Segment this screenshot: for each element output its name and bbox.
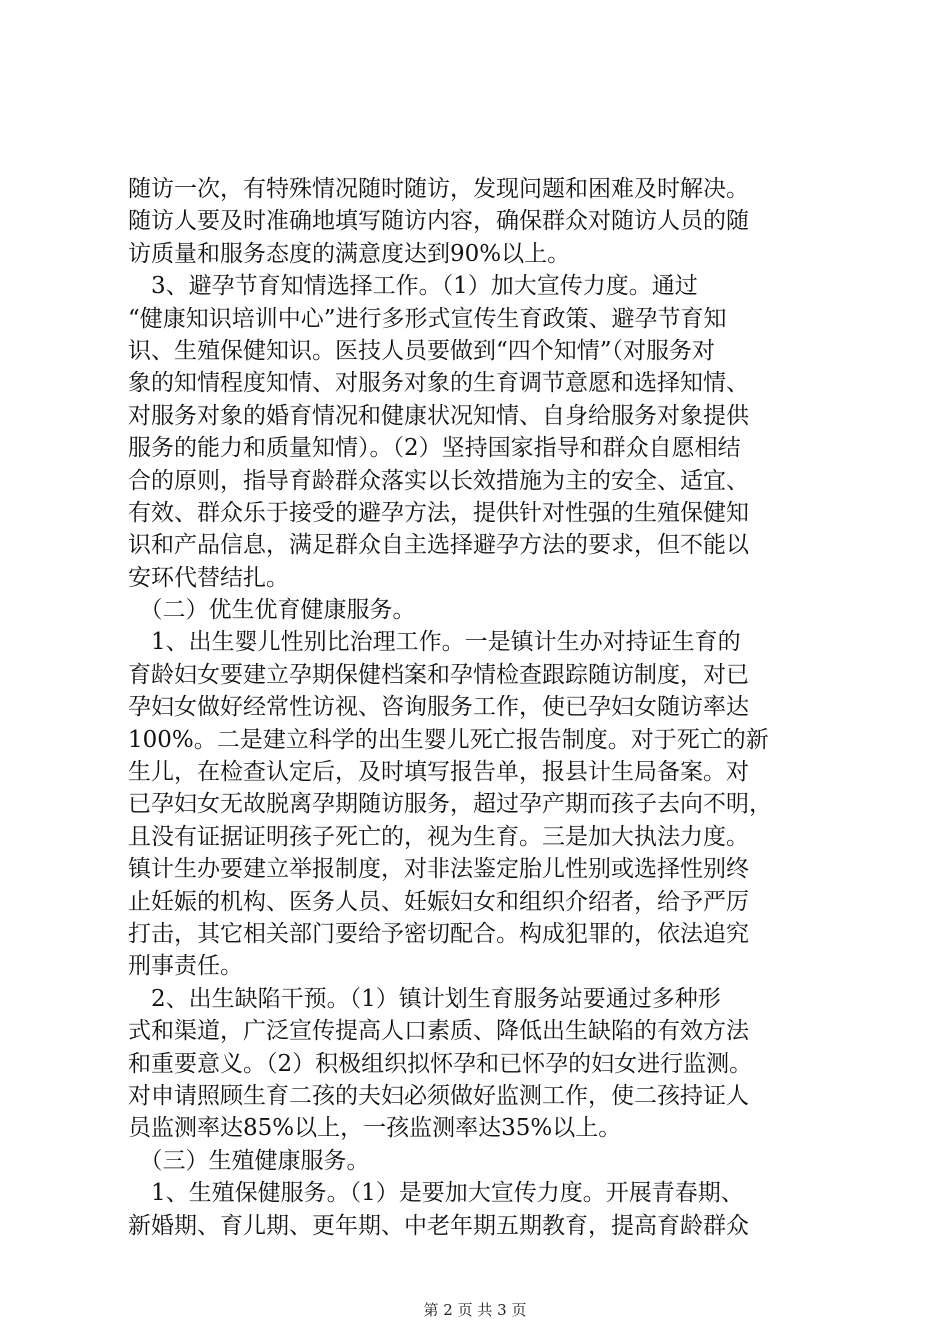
text-line: 服务的能力和质量知情）。（2）坚持国家指导和群众自愿相结 (128, 435, 741, 462)
text-line: 新婚期、育儿期、更年期、中老年期五期教育，提高育龄群众 (128, 1212, 749, 1239)
document-body (128, 173, 828, 1242)
text-line: 式和渠道，广泛宣传提高人口素质、降低出生缺陷的有效方法 (128, 1018, 749, 1045)
text-line: 打击，其它相关部门要给予密切配合。构成犯罪的，依法追究 (128, 920, 749, 947)
text-line: “健康知识培训中心”进行多形式宣传生育政策、避孕节育知 (128, 305, 727, 332)
text-line: 员监测率达85%以上，一孩监测率达35%以上。 (128, 1115, 622, 1142)
text-line: 访质量和服务态度的满意度达到90%以上。 (128, 240, 571, 267)
text-line: 且没有证据证明孩子死亡的，视为生育。三是加大执法力度。 (128, 823, 749, 850)
text-line: 2、出生缺陷干预。（1）镇计划生育服务站要通过多种形 (128, 985, 721, 1012)
text-line: 1、生殖保健服务。（1）是要加大宣传力度。开展青春期、 (128, 1180, 744, 1207)
text-line: 孕妇女做好经常性访视、咨询服务工作，使已孕妇女随访率达 (128, 694, 749, 721)
text-line: 育龄妇女要建立孕期保健档案和孕情检查跟踪随访制度，对已 (128, 661, 749, 688)
text-line: 止妊娠的机构、医务人员、妊娠妇女和组织介绍者，给予严厉 (128, 888, 749, 915)
text-line: 已孕妇女无故脱离孕期随访服务，超过孕产期而孩子去向不明， (128, 791, 772, 818)
section-heading: （三）生殖健康服务。 (128, 1147, 370, 1174)
text-line: 3、避孕节育知情选择工作。（1）加大宣传力度。通过 (128, 273, 698, 300)
text-line: 识和产品信息，满足群众自主选择避孕方法的要求，但不能以 (128, 532, 749, 559)
text-line: 对申请照顾生育二孩的夫妇必须做好监测工作，使二孩持证人 (128, 1082, 749, 1109)
text-line: 刑事责任。 (128, 953, 243, 980)
text-line: 对服务对象的婚育情况和健康状况知情、自身给服务对象提供 (128, 402, 749, 429)
text-line: 镇计生办要建立举报制度，对非法鉴定胎儿性别或选择性别终 (128, 856, 749, 883)
text-line: 随访一次，有特殊情况随时随访，发现问题和困难及时解决。 (128, 176, 749, 202)
page-number-footer: 第 2 页 共 3 页 (423, 1301, 527, 1319)
section-heading: （二）优生优育健康服务。 (128, 597, 416, 624)
text-line: 和重要意义。（2）积极组织拟怀孕和已怀孕的妇女进行监测。 (128, 1050, 753, 1077)
text-line: 象的知情程度知情、对服务对象的生育调节意愿和选择知情、 (128, 370, 749, 397)
text-line: 安环代替结扎。 (128, 564, 289, 591)
text-line: 生儿，在检查认定后，及时填写报告单，报县计生局备案。对 (128, 759, 749, 786)
text-line: 合的原则，指导育龄群众落实以长效措施为主的安全、适宜、 (128, 467, 749, 494)
text-line: 随访人要及时准确地填写随访内容，确保群众对随访人员的随 (128, 208, 749, 235)
text-line: 100%。二是建立科学的出生婴儿死亡报告制度。对于死亡的新 (128, 726, 769, 753)
text-line: 有效、群众乐于接受的避孕方法，提供针对性强的生殖保健知 (128, 499, 749, 526)
text-line: 识、生殖保健知识。医技人员要做到“四个知情”（对服务对 (128, 337, 716, 364)
text-line: 1、出生婴儿性别比治理工作。一是镇计生办对持证生育的 (128, 629, 741, 656)
